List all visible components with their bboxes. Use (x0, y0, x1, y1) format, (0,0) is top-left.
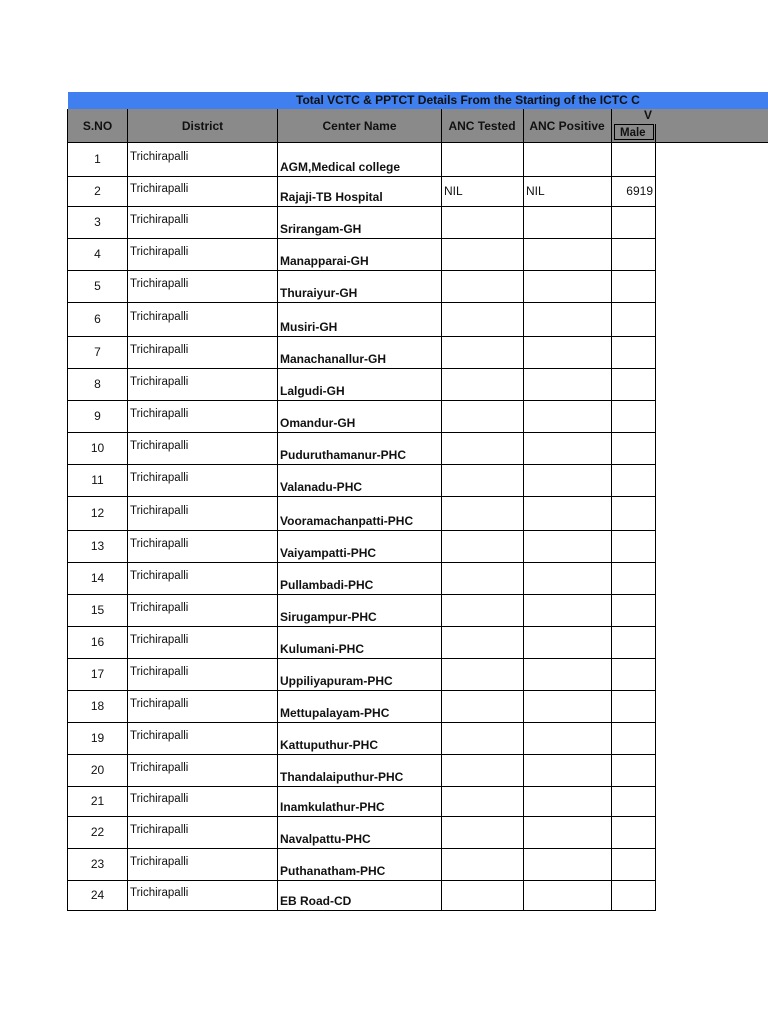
table-title: Total VCTC & PPTCT Details From the Starting of the ICTC C (296, 93, 640, 107)
district-cell: Trichirapalli (130, 278, 189, 290)
center-name-cell: Srirangam-GH (280, 222, 362, 236)
grid-hline (67, 432, 656, 433)
sno-cell: 7 (94, 345, 101, 359)
grid-hline (67, 880, 656, 881)
male-cell: 6919 (626, 184, 653, 198)
grid-hline (67, 142, 768, 143)
center-name-cell: Uppiliyapuram-PHC (280, 674, 393, 688)
title-bar (68, 92, 768, 109)
center-name-cell: Manapparai-GH (280, 254, 369, 268)
sno-cell: 14 (90, 571, 105, 585)
district-cell: Trichirapalli (130, 856, 189, 868)
sno-cell: 13 (90, 539, 105, 553)
district-cell: Trichirapalli (130, 440, 189, 452)
district-cell: Trichirapalli (130, 344, 189, 356)
center-name-cell: Manachanallur-GH (280, 352, 387, 366)
center-name-cell: Musiri-GH (280, 320, 338, 334)
grid-hline (67, 270, 656, 271)
center-name-cell: Valanadu-PHC (280, 480, 363, 494)
header-male: Male (614, 124, 654, 140)
district-cell: Trichirapalli (130, 246, 189, 258)
grid-hline (67, 722, 656, 723)
center-name-cell: Vooramachanpatti-PHC (280, 514, 414, 528)
sno-cell: 10 (90, 441, 105, 455)
district-cell: Trichirapalli (130, 666, 189, 678)
district-cell: Trichirapalli (130, 793, 189, 805)
sno-cell: 22 (90, 825, 105, 839)
grid-hline (67, 626, 656, 627)
center-name-cell: Pullambadi-PHC (280, 578, 374, 592)
district-cell: Trichirapalli (130, 472, 189, 484)
header-anc-positive: ANC Positive (529, 118, 605, 133)
grid-hline (67, 302, 656, 303)
sno-cell: 4 (94, 247, 101, 261)
sno-cell: 18 (90, 699, 105, 713)
center-name-cell: Vaiyampatti-PHC (280, 546, 377, 560)
grid-hline (67, 910, 656, 911)
district-cell: Trichirapalli (130, 570, 189, 582)
anc-positive-cell: NIL (526, 184, 545, 198)
center-name-cell: Inamkulathur-PHC (280, 800, 385, 814)
district-cell: Trichirapalli (130, 698, 189, 710)
sno-cell: 16 (90, 635, 105, 649)
grid-vline (127, 109, 128, 910)
center-name-cell: AGM,Medical college (280, 160, 401, 174)
district-cell: Trichirapalli (130, 505, 189, 517)
grid-hline (67, 368, 656, 369)
grid-hline (67, 400, 656, 401)
grid-vline (611, 109, 612, 910)
grid-hline (67, 238, 656, 239)
grid-hline (67, 658, 656, 659)
district-cell: Trichirapalli (130, 538, 189, 550)
grid-hline (67, 786, 656, 787)
sno-cell: 2 (94, 184, 101, 198)
header-vctc-fragment: V (644, 108, 653, 122)
center-name-cell: Kattuputhur-PHC (280, 738, 378, 752)
center-name-cell: Mettupalayam-PHC (280, 706, 390, 720)
grid-vline (523, 109, 524, 910)
grid-hline (67, 816, 656, 817)
sno-cell: 23 (90, 857, 105, 871)
sno-cell: 19 (90, 731, 105, 745)
district-cell: Trichirapalli (130, 602, 189, 614)
header-district: District (181, 118, 224, 133)
sno-cell: 12 (90, 506, 105, 520)
grid-vline (277, 109, 278, 910)
center-name-cell: Thandalaiputhur-PHC (280, 770, 404, 784)
sno-cell: 8 (94, 377, 101, 391)
center-name-cell: Sirugampur-PHC (280, 610, 377, 624)
district-cell: Trichirapalli (130, 730, 189, 742)
sno-cell: 6 (94, 312, 101, 326)
sno-cell: 5 (94, 279, 101, 293)
sno-cell: 1 (94, 152, 101, 166)
grid-hline (67, 594, 656, 595)
header-center-name: Center Name (322, 118, 397, 133)
sno-cell: 9 (94, 409, 101, 423)
grid-vline (441, 109, 442, 910)
center-name-cell: Rajaji-TB Hospital (280, 190, 383, 204)
center-name-cell: EB Road-CD (280, 894, 352, 908)
district-cell: Trichirapalli (130, 762, 189, 774)
anc-tested-cell: NIL (444, 184, 463, 198)
district-cell: Trichirapalli (130, 311, 189, 323)
sno-cell: 24 (90, 888, 105, 902)
grid-hline (67, 848, 656, 849)
header-sno: S.NO (82, 118, 113, 133)
sno-cell: 11 (91, 473, 104, 487)
district-cell: Trichirapalli (130, 824, 189, 836)
grid-hline (67, 464, 656, 465)
center-name-cell: Puduruthamanur-PHC (280, 448, 406, 462)
center-name-cell: Omandur-GH (280, 416, 356, 430)
grid-hline (67, 496, 656, 497)
center-name-cell: Thuraiyur-GH (280, 286, 358, 300)
grid-vline (655, 124, 656, 910)
sno-cell: 17 (90, 667, 105, 681)
center-name-cell: Navalpattu-PHC (280, 832, 371, 846)
sno-cell: 3 (94, 215, 101, 229)
center-name-cell: Lalgudi-GH (280, 384, 345, 398)
grid-hline (67, 206, 656, 207)
grid-hline (67, 754, 656, 755)
header-anc-tested: ANC Tested (448, 118, 516, 133)
sno-cell: 21 (90, 794, 105, 808)
sno-cell: 15 (90, 603, 105, 617)
center-name-cell: Puthanatham-PHC (280, 864, 386, 878)
sno-cell: 20 (90, 763, 105, 777)
district-cell: Trichirapalli (130, 408, 189, 420)
district-cell: Trichirapalli (130, 887, 189, 899)
grid-hline (67, 562, 656, 563)
district-cell: Trichirapalli (130, 634, 189, 646)
grid-hline (67, 530, 656, 531)
grid-hline (67, 336, 656, 337)
grid-hline (67, 176, 656, 177)
grid-hline (67, 690, 656, 691)
district-cell: Trichirapalli (130, 214, 189, 226)
district-cell: Trichirapalli (130, 183, 189, 195)
district-cell: Trichirapalli (130, 151, 189, 163)
district-cell: Trichirapalli (130, 376, 189, 388)
center-name-cell: Kulumani-PHC (280, 642, 364, 656)
